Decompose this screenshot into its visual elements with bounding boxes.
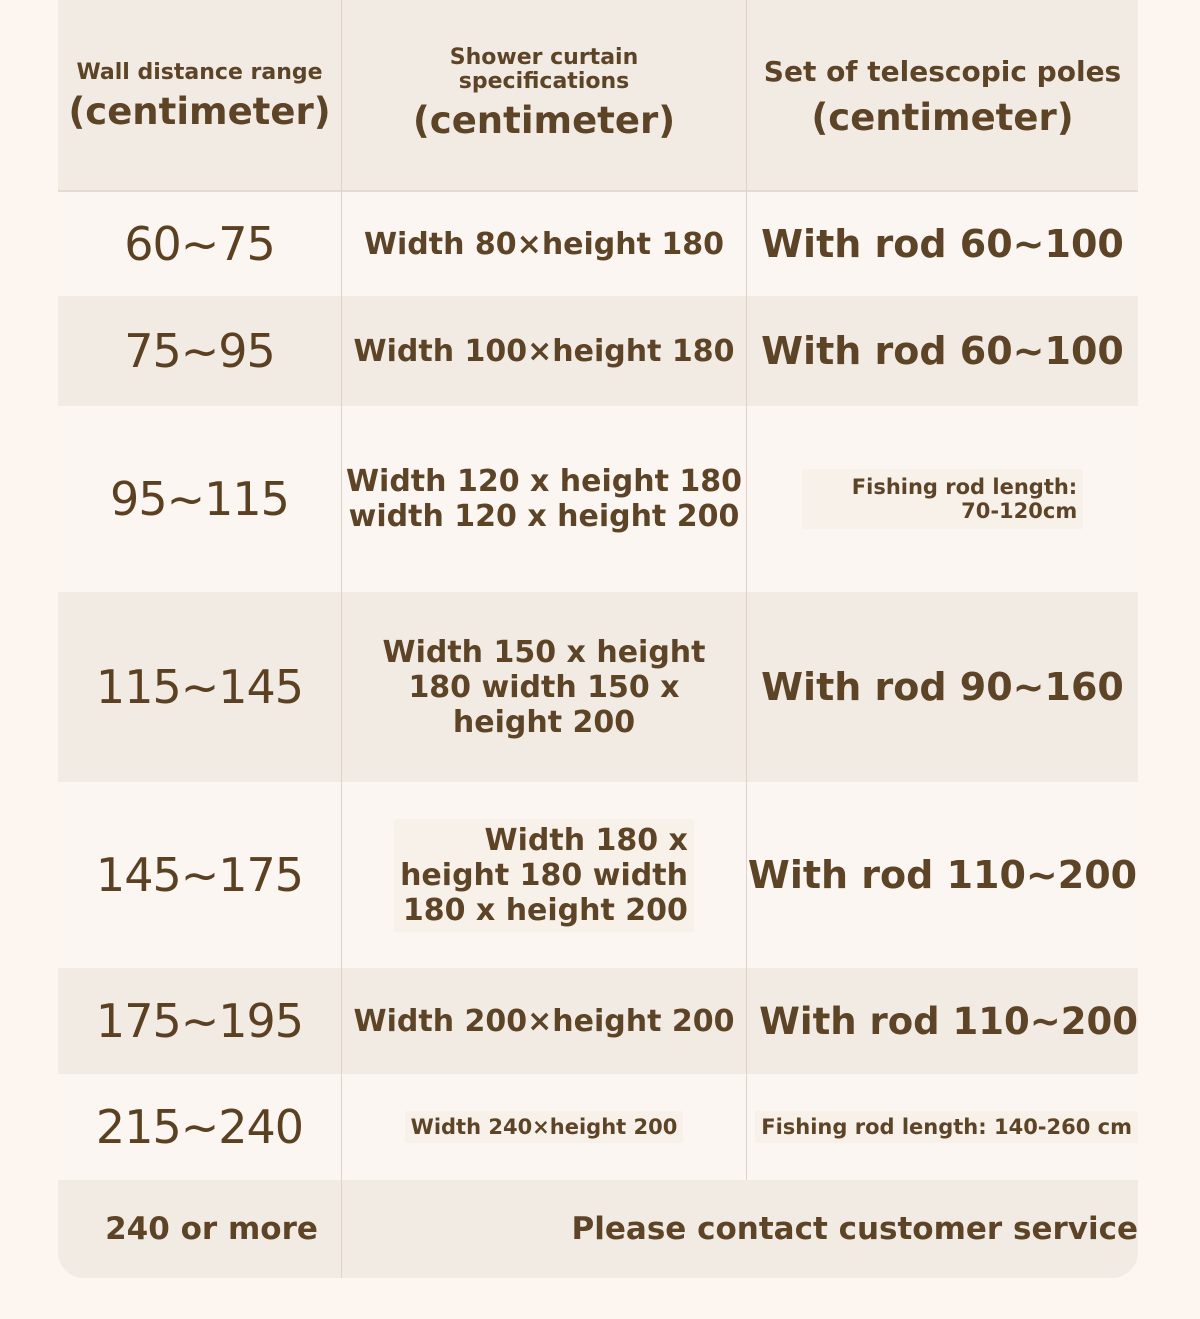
column-divider	[341, 0, 342, 1278]
row-spec: Width 80×height 180	[363, 226, 725, 262]
row-spec: Width 200×height 200	[353, 1003, 735, 1039]
row-range: 175~195	[95, 994, 304, 1048]
table-row	[58, 782, 1138, 968]
row-range: 115~145	[95, 660, 304, 714]
row-range: 240 or more	[105, 1211, 318, 1247]
row-rod: With rod 110~200	[747, 853, 1138, 897]
table-row	[58, 406, 1138, 592]
header-curtain-spec-unit: (centimeter)	[412, 99, 676, 142]
row-spec-line: width 120 x height 200	[348, 499, 740, 534]
row-rod: With rod 110~200	[759, 999, 1138, 1043]
row-spec-line: height 180 width	[400, 857, 688, 893]
header-wall-distance	[58, 0, 341, 190]
row-rod-note	[802, 469, 1083, 529]
row-range: 75~95	[124, 324, 275, 378]
header-curtain-spec	[342, 0, 746, 190]
header-telescopic-poles	[747, 0, 1138, 190]
row-spec-line: height 200	[452, 704, 636, 740]
table-header	[58, 0, 1138, 192]
row-rod-line: 70-120cm	[961, 499, 1078, 523]
row-rod-line: Fishing rod length:	[851, 475, 1078, 499]
row-rod: With rod 60~100	[761, 222, 1124, 266]
header-telescopic-poles-unit: (centimeter)	[811, 96, 1074, 139]
row-range: 145~175	[95, 848, 304, 902]
row-spec-line: 180 x height 200	[402, 892, 688, 928]
row-rod: Fishing rod length: 140-260 cm	[755, 1111, 1138, 1143]
header-wall-distance-unit: (centimeter)	[68, 90, 331, 133]
contact-customer-service: Please contact customer service	[571, 1211, 1138, 1247]
row-rod: With rod 60~100	[761, 329, 1124, 373]
table-row	[58, 1180, 1138, 1278]
size-table	[58, 0, 1138, 1278]
row-range: 60~75	[124, 217, 275, 271]
table-row	[58, 592, 1138, 782]
column-divider	[746, 0, 747, 1180]
row-spec-block	[394, 819, 694, 932]
row-range: 215~240	[95, 1100, 304, 1154]
header-telescopic-poles-label: Set of telescopic poles	[763, 55, 1122, 88]
row-spec-line: Width 180 x	[484, 822, 688, 858]
row-range: 95~115	[110, 472, 289, 526]
table-row	[58, 296, 1138, 406]
header-curtain-spec-label-2: specifications	[458, 69, 630, 94]
header-curtain-spec-label-1: Shower curtain	[449, 45, 639, 70]
row-spec-line: 180 width 150 x	[408, 669, 680, 705]
row-spec-line: Width 120 x height 180	[345, 464, 743, 499]
table-row	[58, 1074, 1138, 1180]
row-rod: With rod 90~160	[761, 665, 1124, 709]
row-spec: Width 100×height 180	[353, 333, 735, 369]
table-row	[58, 192, 1138, 296]
row-spec: Width 240×height 200	[405, 1111, 684, 1143]
row-spec-line: Width 150 x height	[382, 634, 706, 670]
header-wall-distance-label: Wall distance range	[76, 60, 323, 85]
table-row	[58, 968, 1138, 1074]
